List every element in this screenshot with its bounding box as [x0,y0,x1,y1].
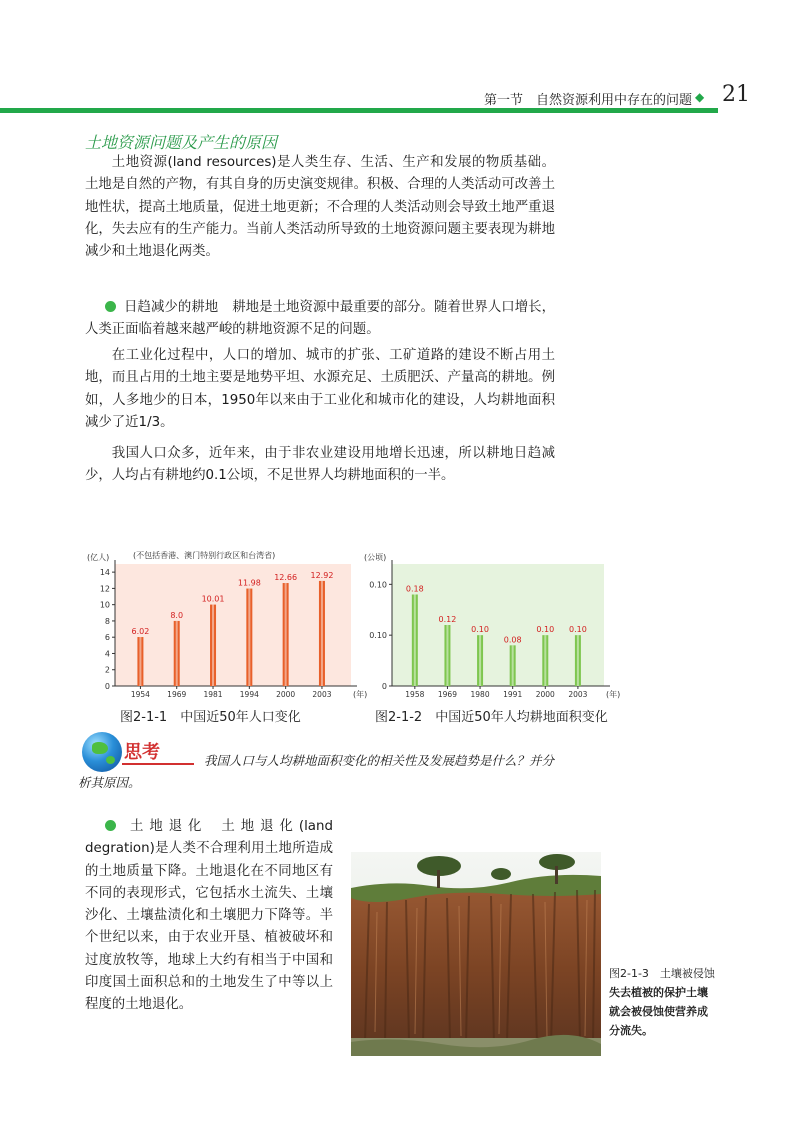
data-label: 12.66 [274,573,298,583]
bar-highlight [321,581,323,686]
plot-background [115,564,351,686]
header-rule [0,108,718,113]
bar-highlight [248,589,250,686]
data-label: 0.10 [569,625,587,635]
x-tick-label: 1980 [470,690,490,699]
x-tick-label: 2000 [535,690,555,699]
think-label: 思考 [124,742,160,763]
bar-highlight [139,637,141,686]
x-tick-label: 1969 [437,690,457,699]
paragraph-industrialization: 在工业化过程中，人口的增加、城市的扩张、工矿道路的建设不断占用土地，而且占用的土地主要是地势平坦、水源充足、土质肥沃、产量高的耕地。例如，人多地少的日本，1950年以来由于工业化和城市化的建设，人均耕地面积减少了近1/3。 [85,348,555,430]
paragraph-china-farmland: 我国人口众多，近年来，由于非农业建设用地增长迅速，所以耕地日趋减少，人均占有耕地约0.1公顷，不足世界人均耕地面积的一半。 [85,446,555,484]
paragraph-decreasing-farmland [85,297,555,342]
data-label: 0.10 [536,625,555,635]
farmland-chart-svg [362,548,621,700]
data-label: 0.10 [471,625,489,635]
photo-caption-title: 图2-1-3 土壤被侵蚀 [609,967,715,980]
data-label: 6.02 [131,627,150,637]
bullet-icon [105,820,116,831]
data-label: 11.98 [237,578,261,588]
section-title: 土地资源问题及产生的原因 [85,133,278,152]
y-tick-label: 0.10 [369,580,387,590]
data-label: 0.08 [503,635,522,645]
x-tick-label: 2003 [568,690,588,699]
think-question: 我国人口与人均耕地面积变化的相关性及发展趋势是什么？并分析其原因。 [78,753,555,790]
y-axis-label: (亿人) [87,553,110,562]
chapter-title: 第一节 自然资源利用中存在的问题 [483,93,692,108]
x-tick-label: 1991 [503,690,523,699]
farmland-chart-caption: 图2-1-2 中国近50年人均耕地面积变化 [375,710,608,725]
term-decreasing-farmland: 日趋减少的耕地 [124,300,219,315]
y-axis-label: (公顷) [364,553,387,562]
y-tick-label: 10 [99,600,110,610]
bar-highlight [577,635,579,686]
x-tick-label: 1954 [130,690,150,699]
paragraph-land-degradation-text: 土地退化(land degration)是人类不合理利用土地所造成的土地质量下降。土地退化在不同地区有不同的表现形式，它包括水土流失、土壤沙化、土壤盐渍化和土壤肥力下降等。半个世纪以来，由于农业开垦、植被破坏和过度放牧等，地球上大约有相当于中国和印度国土面积总和的土地发生了中等以上程度的土地退化。 [85,819,334,1013]
term-land-degradation: 土地退化 [124,819,208,834]
population-chart-svg [85,548,368,700]
page-number: 21 [722,82,750,107]
bar-highlight [544,635,546,686]
paragraph-land-resources: 土地资源(land resources)是人类生存、生活、生产和发展的物质基础。土地是自然的产物，有其自身的历史演变规律。积极、合理的人类活动可改善土地性状，提高土地质量，促进土地更新；不合理的人类活动则会导致土地严重退化，失去应有的生产能力。当前人类活动所导致的土地资源问题主要表现为耕地减少和土地退化两类。 [85,155,555,260]
bar-highlight [512,645,514,686]
x-axis-end-label: (年) [606,690,621,699]
y-tick-label: 14 [99,568,110,578]
population-chart [85,548,368,700]
x-axis-end-label: (年) [353,690,368,699]
diamond-icon: ◆ [695,90,705,104]
soil-erosion-photo [351,852,601,1056]
data-label: 8.0 [170,610,184,620]
y-tick-label: 4 [104,649,110,659]
bar-highlight [414,595,416,687]
data-label: 0.12 [438,615,457,624]
x-tick-label: 2000 [276,690,296,699]
think-box [78,730,558,790]
photo-caption [609,964,719,1040]
paragraph-decreasing-farmland-text: 耕地是土地资源中最重要的部分。随着世界人口增长，人类正面临着越来越严峻的耕地资源不足的问题。 [85,300,556,338]
bullet-icon [105,301,116,312]
population-chart-caption: 图2-1-1 中国近50年人口变化 [120,710,301,725]
x-tick-label: 1958 [405,690,425,699]
data-label: 10.01 [201,594,225,604]
photo-caption-subtitle: 失去植被的保护土壤就会被侵蚀使营养成分流失。 [609,986,708,1037]
x-tick-label: 1981 [203,690,223,699]
y-tick-label: 0 [104,682,110,691]
y-tick-label: 0 [381,682,387,691]
bar-highlight [446,625,448,686]
bar-highlight [479,635,481,686]
y-tick-label: 8 [104,616,110,626]
y-tick-label: 12 [99,584,110,594]
farmland-chart [362,548,621,700]
y-tick-label: 2 [104,665,110,675]
page-header [0,78,800,118]
y-tick-label: 6 [104,633,110,643]
bar-highlight [285,583,287,686]
data-label: 0.18 [405,584,424,594]
y-tick-label: 0.10 [369,631,387,641]
data-label: 12.92 [310,570,334,580]
bar-highlight [176,621,178,686]
x-tick-label: 2003 [312,690,332,699]
bar-highlight [212,605,214,686]
chart-note: (不包括香港、澳门特别行政区和台湾省) [133,551,276,560]
x-tick-label: 1994 [239,690,259,699]
x-tick-label: 1969 [167,690,187,699]
